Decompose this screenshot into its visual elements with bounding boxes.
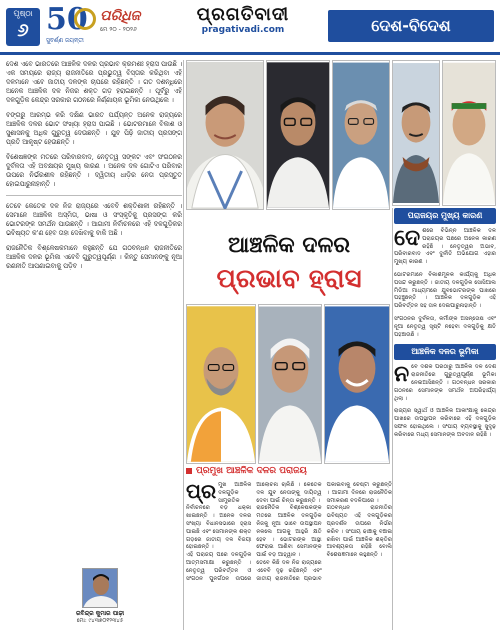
left-paragraph: ବିଶେଷଜ୍ଞଙ୍କ ମତରେ ପରିବାରବାଦ, ନେତୃତ୍ୱ ସଙ୍କଟ ଏବଂ ସଂଗଠନର ଦୁର୍ବଳତା ଏହି ଅବକ୍ଷୟର ମୁଖ୍ୟ କାରଣ । ଅନେକ ଦଳ ଗୋଟିଏ ପରିବାର ଉପରେ ନିର୍ଭରଶୀଳ ରହିଛନ୍ତି । ଦ୍ୱିତୀୟ ଧାଡ଼ିର ନେତା ପ୍ରସ୍ତୁତ ହୋଇପାରୁନାହାନ୍ତି । bbox=[6, 153, 182, 188]
masthead bbox=[0, 0, 500, 56]
sister-paper-logo bbox=[100, 8, 156, 42]
leader-photo-3 bbox=[332, 60, 390, 210]
leader-photo-7 bbox=[258, 304, 322, 464]
portrait-man-glasses-icon bbox=[267, 61, 329, 209]
leader-photo-1 bbox=[186, 60, 264, 210]
page-number: ୬ bbox=[17, 20, 29, 41]
author-phone: ମୋ: ୯୪୩୭୦୧୨୩୪୫ bbox=[76, 618, 124, 624]
portrait-man-smiling-icon bbox=[325, 305, 389, 463]
main-headline bbox=[186, 230, 392, 300]
sidebar-paragraph: ସଂଗଠନର ଦୁର୍ବଳତା, କର୍ମୀଙ୍କ ଅସନ୍ତୋଷ ଏବଂ ନୂଆ ନେତୃତ୍ୱ ସୃଷ୍ଟି ନହେବା ଦଳଗୁଡ଼ିକୁ କ୍ଷତି ପହଞ୍ଚାଉଛି । bbox=[394, 315, 496, 338]
leader-photo-5 bbox=[442, 60, 496, 206]
column-divider bbox=[183, 60, 184, 630]
article-paragraph: ତେବେ କିଛି ଦଳ ନିଜ ରାଜ୍ୟରେ ଏବେବି ଦୃଢ଼ ରହିଛନ୍ତି ଏବଂ ଜାତୀୟ ରାଜନୀତିରେ ପ୍ରଭାବ ପକାଇବାକୁ ଚେଷ୍ଟା କରୁଛନ୍ତି । ଆଗାମୀ ଦିନରେ ରାଜନୈତିକ ସମୀକରଣ ବଦଳିପାରେ । bbox=[256, 482, 392, 582]
right-sidebar bbox=[394, 208, 496, 628]
sidebar-paragraph: ଭୋଟରମାନେ ବିକାଶମୂଳକ କାର୍ଯ୍ୟକୁ ଅଧିକ ପସନ୍ଦ କରୁଛନ୍ତି । ଜାତୀୟ ଦଳଗୁଡ଼ିକ ସୋସିଆଲ ମିଡିଆ ମାଧ୍ୟମରେ ଯୁବଭୋଟରଙ୍କ ପାଖରେ ପହଞ୍ଚୁଛନ୍ତି । ଆଞ୍ଚଳିକ ଦଳଗୁଡ଼ିକ ଏହି ପରିବର୍ତ୍ତନ ସହ ତାଳ ଦେଇପାରୁନାହାନ୍ତି । bbox=[394, 271, 496, 310]
anniversary-text: ସୁବର୍ଣ୍ଣ ଜୟନ୍ତୀ bbox=[46, 37, 84, 44]
anniversary-logo bbox=[46, 2, 94, 49]
sidebar-heading: ଆଞ୍ଚଳିକ ଦଳର ଭୂମିକା bbox=[394, 344, 496, 360]
sidebar-paragraph: ରାଜ୍ୟର ସ୍ୱାର୍ଥ ଓ ଆଞ୍ଚଳିକ ଆକାଂକ୍ଷାକୁ କେନ୍ଦ୍ର ପାଖରେ ଉପସ୍ଥାପନ କରିବାରେ ଏହି ଦଳଗୁଡ଼ିକ ସଫଳ ହୋଇଥିଲେ । ସଂଘୀୟ ବ୍ୟବସ୍ଥାକୁ ସୁଦୃଢ଼ କରିବାରେ ମଧ୍ୟ ସେମାନଙ୍କ ଅବଦାନ ରହିଛି । bbox=[394, 408, 496, 438]
author-portrait-icon bbox=[83, 569, 118, 608]
drop-cap: ନ bbox=[394, 361, 410, 388]
portrait-elder-man-icon bbox=[333, 61, 389, 209]
author-box bbox=[40, 568, 160, 630]
portrait-man-beard-icon bbox=[187, 305, 255, 463]
leader-photo-8 bbox=[324, 304, 390, 464]
left-article bbox=[6, 60, 182, 565]
left-paragraph: ବଙ୍ଗରୁ ଆରମ୍ଭ କରି ଦକ୍ଷିଣ ଭାରତ ପର୍ଯ୍ୟନ୍ତ ଅନେକ ରାଜ୍ୟରେ ଆଞ୍ଚଳିକ ଦଳର ଭୋଟ ସଂଖ୍ୟା ହ୍ରାସ ପାଇଛି । ଭୋଟରମାନେ ବିକାଶ ଓ ସୁଶାସନକୁ ଅଧିକ ଗୁରୁତ୍ୱ ଦେଉଛନ୍ତି । ଯୁବ ପିଢ଼ି ଜାତୀୟ ପ୍ରସଙ୍ଗ ପ୍ରତି ଆକୃଷ୍ଟ ହେଉଛନ୍ତି । bbox=[6, 111, 182, 146]
drop-cap: ଦେ bbox=[394, 225, 421, 251]
newspaper-title bbox=[168, 4, 318, 35]
portrait-man-muffler-icon bbox=[393, 61, 439, 205]
portrait-woman-icon bbox=[187, 61, 263, 209]
portrait-elder-white-hair-icon bbox=[259, 305, 321, 463]
masthead-divider bbox=[0, 52, 500, 55]
article-paragraph: ଗଠବନ୍ଧନ ରାଜନୀତିର ଭବିଷ୍ୟତ ଏହି ଦଳଗୁଡ଼ିକର ପ୍ରଦର୍ଶନ ଉପରେ ନିର୍ଭର କରିବ । ସଂଘୀୟ ଢାଞ୍ଚାକୁ ବଞ୍ଚାଇ ରଖିବା ପାଇଁ ଆଞ୍ଚଳିକ ଶକ୍ତିର ଆବଶ୍ୟକତା ରହିଛି ବୋଲି ବିଶେଷଜ୍ଞମାନେ କହୁଛନ୍ତି । bbox=[326, 505, 392, 559]
page-label: ପୃଷ୍ଠା bbox=[13, 9, 33, 18]
headline-line-2: ପ୍ରଭାବ ହ୍ରାସ bbox=[216, 264, 362, 294]
section-banner: ଦେଶ-ବିଦେଶ bbox=[328, 10, 494, 42]
anniversary-ring-icon bbox=[74, 8, 96, 30]
sidebar-heading: ପରାଜୟର ମୁଖ୍ୟ କାରଣ bbox=[394, 208, 496, 224]
leader-photo-2 bbox=[266, 60, 330, 210]
portrait-man-red-cap-icon bbox=[443, 61, 495, 205]
sub-headline: ପ୍ରମୁଖ ଆଞ୍ଚଳିକ ଦଳର ପରାଜୟ bbox=[186, 466, 392, 480]
sister-paper-date: ମେ ୨୦ - ୨୦୨୬ bbox=[100, 26, 137, 33]
newspaper-url[interactable]: pragativadi.com bbox=[201, 25, 285, 35]
left-paragraph: ତେବେ କେତେକ ଦଳ ନିଜ ରାଜ୍ୟରେ ଏବେବି ଶକ୍ତିଶାଳୀ ରହିଛନ୍ତି । ସେମାନେ ଆଞ୍ଚଳିକ ଅସ୍ମିତା, ଭାଷା ଓ ସଂସ୍କୃତିକୁ ପ୍ରସଙ୍ଗ କରି ଭୋଟରଙ୍କ ସମର୍ଥନ ପାଉଛନ୍ତି । ଆଗାମୀ ନିର୍ବାଚନରେ ଏହି ଦଳଗୁଡ଼ିକର ଭବିଷ୍ୟତ କ'ଣ ହେବ ତାହା ଦେଖିବାକୁ ବାକି ଅଛି । bbox=[6, 202, 182, 237]
left-paragraph: ଦେଶ ଏବେ ଭାରତରେ ଆଞ୍ଚଳିକ ଦଳର ପ୍ରଭାବ କ୍ରମଶଃ ହ୍ରାସ ପାଉଛି । ଏକ ସମୟରେ ରାଜ୍ୟ ରାଜନୀତିରେ ପ୍ରଭୁତ୍ୱ ବିସ୍ତାର କରିଥିବା ଏହି ଦଳମାନେ ଏବେ ଜାତୀୟ ଦଳଙ୍କ ଚାପରେ ରହିଛନ୍ତି । ଗତ ଦଶନ୍ଧିରେ ଅନେକ ଆଞ୍ଚଳିକ ଦଳ ନିଜର ଶକ୍ତ ଗଡ଼ ହରାଇଛନ୍ତି । ପୂର୍ବରୁ ଏହି ଦଳଗୁଡ଼ିକ କେନ୍ଦ୍ର ସରକାର ଗଠନରେ ନିର୍ଣ୍ଣାୟକ ଭୂମିକା ନେଉଥିଲେ । bbox=[6, 60, 182, 104]
left-divider bbox=[6, 195, 182, 196]
column-divider bbox=[392, 208, 393, 630]
page-number-badge bbox=[6, 8, 40, 46]
article-paragraph: ଏହି ପରାଜୟ ପରେ ଦଳଗୁଡ଼ିକ ଆତ୍ମସମୀକ୍ଷା କରୁଛନ୍ତି । ନେତୃତ୍ୱ ପରିବର୍ତ୍ତନ ଓ ସଂଗଠନ ପୁନର୍ଗଠନ ଉପରେ ଆଲୋଚନା ଚାଲିଛି । କେତେକ ଦଳ ଯୁବ ନେତାଙ୍କୁ ଦାୟିତ୍ୱ ଦେବା ପାଇଁ ଚିନ୍ତା କରୁଛନ୍ତି । bbox=[186, 482, 322, 582]
article-paragraph: ରାଜନୈତିକ ବିଶ୍ଳେଷକଙ୍କ ମତରେ ଆଞ୍ଚଳିକ ଦଳଗୁଡ଼ିକ ନିଜକୁ ନୂଆ ଭାବେ ଉପସ୍ଥାପନ ନକଲେ ଆଗକୁ ଆହୁରି କ୍ଷତି ହେବ । ଭୋଟରଙ୍କ ଆସ୍ଥା ଫେରାଇ ଆଣିବା ସେମାନଙ୍କ ପାଇଁ ବଡ଼ ଆହ୍ୱାନ । bbox=[256, 505, 322, 559]
drop-cap: ପ୍ର bbox=[186, 479, 217, 503]
sidebar-paragraph: ନ ବେ ଦଶକ ପରଠାରୁ ଆଞ୍ଚଳିକ ଦଳ ଦେଶ ରାଜନୀତିରେ ଗୁରୁତ୍ୱପୂର୍ଣ୍ଣ ଭୂମିକା ନେଇଆସିଛନ୍ତି । ଗଠବନ୍ଧନ ସରକାର ଗଠନରେ ସେମାନଙ୍କ ସମର୍ଥନ ଅପରିହାର୍ଯ୍ୟ ଥିଲା । bbox=[394, 361, 496, 402]
anniversary-number: 50 bbox=[46, 2, 88, 37]
headline-line-1: ଆଞ୍ଚଳିକ ଦଳର bbox=[227, 233, 351, 258]
leader-photo-6 bbox=[186, 304, 256, 464]
author-name: ରବିନ୍ଦ୍ର କୁମାର ପାଢ଼ୀ bbox=[75, 610, 125, 617]
left-paragraph: ରାଜନୈତିକ ବିଶ୍ଳେଷକମାନେ କହୁଛନ୍ତି ଯେ ଗଠବନ୍ଧନ ରାଜନୀତିରେ ଆଞ୍ଚଳିକ ଦଳର ଭୂମିକା ଏବେବି ଗୁରୁତ୍ୱପୂର୍ଣ୍ଣ । କିନ୍ତୁ ସେମାନଙ୍କୁ ନୂଆ ରଣନୀତି ଆପଣାଇବାକୁ ପଡ଼ିବ । bbox=[6, 244, 182, 270]
leader-photo-4 bbox=[392, 60, 440, 206]
author-photo bbox=[82, 568, 118, 608]
newspaper-name: ପ୍ରଗତିବାଦୀ bbox=[196, 4, 290, 25]
article-paragraph: ପ୍ର ମୁଖ ଆଞ୍ଚଳିକ ଦଳଗୁଡ଼ିକ ସାମ୍ପ୍ରତିକ ନିର୍ବାଚନରେ ବଡ଼ ଧକ୍କା ଖାଇଛନ୍ତି । ଅନେକ ଦଳର ସଂଖ୍ୟା ବିଧାନସଭାରେ ହ୍ରାସ ପାଇଛି ଏବଂ ସେମାନଙ୍କ ଶକ୍ତ ଗଡ଼ରେ ଜାତୀୟ ଦଳ ବିଜୟୀ ହୋଇଛନ୍ତି । bbox=[186, 479, 252, 551]
bottom-article bbox=[186, 479, 392, 628]
sidebar-paragraph: ଦେ ଶରେ ବିଭିନ୍ନ ଆଞ୍ଚଳିକ ଦଳ ପରାଜୟର ପଛରେ ଅନେକ କାରଣ ରହିଛି । ନେତୃତ୍ୱର ଅଭାବ, ପରିବାରବାଦ ଏବଂ ଦୁର୍ନୀତି ଅଭିଯୋଗ ଏହାର ମୁଖ୍ୟ କାରଣ । bbox=[394, 225, 496, 266]
sister-paper-name: ପରିଧିଜ bbox=[100, 8, 141, 24]
